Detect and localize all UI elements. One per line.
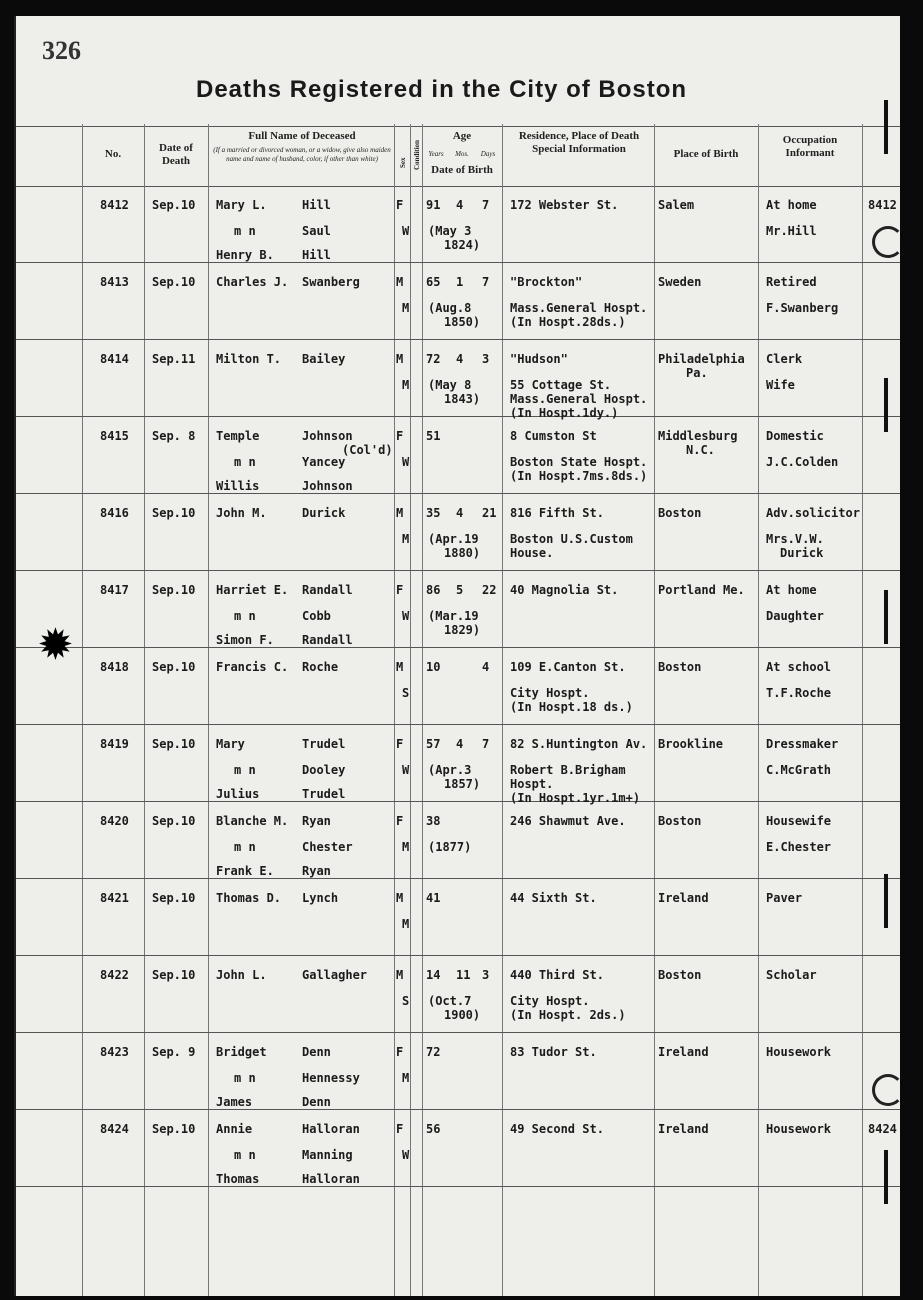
occupation: Domestic [766, 429, 824, 443]
special-info: Hospt. [510, 777, 554, 791]
given-name: Blanche M. [216, 814, 289, 828]
header-mos: Mos. [455, 150, 469, 158]
sex: F [396, 198, 404, 212]
birth-date: (1877) [428, 840, 472, 854]
given-name: Temple [216, 429, 260, 443]
birthplace: Sweden [658, 275, 702, 289]
given-name: Francis C. [216, 660, 289, 674]
table-row [16, 417, 900, 494]
maiden-name-label: m n [234, 1148, 256, 1162]
record-number: 8414 [100, 352, 129, 366]
husband-surname: Hill [302, 248, 331, 262]
surname: Johnson [302, 429, 353, 443]
record-number: 8413 [100, 275, 129, 289]
condition: W [402, 609, 410, 623]
husband-surname: Ryan [302, 864, 331, 878]
condition: M [402, 1071, 410, 1085]
place-of-death: Robert B.Brigham [510, 763, 626, 777]
maiden-surname: Yancey [302, 455, 346, 469]
husband-given-name: Julius [216, 787, 260, 801]
sex: F [396, 737, 404, 751]
given-name: Thomas D. [216, 891, 282, 905]
header-occupation: Occupation Informant [782, 134, 838, 159]
residence: 109 E.Canton St. [510, 660, 626, 674]
margin-number: 8412 [868, 198, 897, 212]
surname: Durick [302, 506, 346, 520]
birthplace: Ireland [658, 1045, 709, 1059]
star-mark-icon: ✹ [38, 605, 73, 673]
given-name: Milton T. [216, 352, 282, 366]
maiden-surname: Hennessy [302, 1071, 360, 1085]
table-row [16, 571, 900, 648]
surname: Hill [302, 198, 331, 212]
given-name: Mary [216, 737, 245, 751]
given-name: Charles J. [216, 275, 289, 289]
record-date: Sep.10 [152, 583, 196, 597]
maiden-name-label: m n [234, 455, 256, 469]
record-date: Sep. 8 [152, 429, 196, 443]
sex: F [396, 1045, 404, 1059]
age-days: 3 [482, 968, 490, 982]
residence: "Hudson" [510, 352, 568, 366]
header-name-note: (If a married or divorced woman, or a widow, give also maiden name and name of husband, color, if other than white) [213, 146, 391, 163]
age-years: 72 [426, 352, 441, 366]
residence: 49 Second St. [510, 1122, 604, 1136]
color-note: (Col'd) [342, 443, 393, 457]
register-page [14, 16, 900, 1296]
birthplace: Portland Me. [658, 583, 745, 597]
birth-date: (Mar.19 [428, 609, 479, 623]
table-row [16, 494, 900, 571]
table-row [16, 1110, 900, 1187]
maiden-name-label: m n [234, 609, 256, 623]
record-number: 8412 [100, 198, 129, 212]
birth-year: 1843) [444, 392, 481, 406]
birthplace: Boston [658, 506, 702, 520]
sex: M [396, 891, 404, 905]
given-name: Bridget [216, 1045, 267, 1059]
informant: Mr.Hill [766, 224, 817, 238]
maiden-surname: Manning [302, 1148, 353, 1162]
header-sex: Sex [399, 157, 407, 169]
occupation: Paver [766, 891, 803, 905]
occupation: Housewife [766, 814, 832, 828]
surname: Roche [302, 660, 339, 674]
informant: Wife [766, 378, 795, 392]
residence: 44 Sixth St. [510, 891, 597, 905]
sex: F [396, 583, 404, 597]
place-of-death: City Hospt. [510, 686, 590, 700]
birthplace: Boston [658, 814, 702, 828]
header-date: Date of Death [159, 142, 193, 167]
age-months: 4 [456, 506, 464, 520]
birthplace: Boston [658, 968, 702, 982]
condition: W [402, 455, 410, 469]
maiden-name-label: m n [234, 1071, 256, 1085]
surname: Ryan [302, 814, 331, 828]
record-date: Sep.10 [152, 275, 196, 289]
age-days: 4 [482, 660, 490, 674]
place-of-death: Mass.General Hospt. [510, 301, 648, 315]
margin-number: 8424 [868, 1122, 897, 1136]
binder-tab [884, 1150, 888, 1204]
age-days: 7 [482, 275, 490, 289]
age-months: 4 [456, 198, 464, 212]
age-years: 72 [426, 1045, 441, 1059]
surname: Lynch [302, 891, 339, 905]
header-days: Days [480, 150, 496, 158]
age-years: 51 [426, 429, 441, 443]
page-title: Deaths Registered in the City of Boston [196, 76, 688, 103]
birthplace: Brookline [658, 737, 724, 751]
age-days: 7 [482, 198, 490, 212]
given-name: Mary L. [216, 198, 267, 212]
record-date: Sep.10 [152, 506, 196, 520]
husband-given-name: Frank E. [216, 864, 274, 878]
residence: 40 Magnolia St. [510, 583, 619, 597]
given-name: Annie [216, 1122, 253, 1136]
age-years: 38 [426, 814, 441, 828]
informant-2: Durick [780, 546, 824, 560]
age-days: 7 [482, 737, 490, 751]
residence: "Brockton" [510, 275, 583, 289]
given-name: John M. [216, 506, 267, 520]
birthplace: Middlesburg [658, 429, 738, 443]
informant: E.Chester [766, 840, 832, 854]
surname: Bailey [302, 352, 346, 366]
table-row [16, 648, 900, 725]
husband-surname: Randall [302, 633, 353, 647]
husband-given-name: Simon F. [216, 633, 274, 647]
record-number: 8419 [100, 737, 129, 751]
age-years: 41 [426, 891, 441, 905]
husband-given-name: Willis [216, 479, 260, 493]
record-date: Sep.10 [152, 968, 196, 982]
record-date: Sep. 9 [152, 1045, 196, 1059]
occupation: At home [766, 198, 817, 212]
age-years: 57 [426, 737, 441, 751]
occupation: Housework [766, 1045, 832, 1059]
age-years: 56 [426, 1122, 441, 1136]
given-name: John L. [216, 968, 267, 982]
condition: W [402, 1148, 410, 1162]
birthplace: Philadelphia [658, 352, 745, 366]
husband-surname: Johnson [302, 479, 353, 493]
informant: J.C.Colden [766, 455, 839, 469]
record-number: 8421 [100, 891, 129, 905]
special-info: (In Hospt. 2ds.) [510, 1008, 626, 1022]
special-info: (In Hospt.18 ds.) [510, 700, 633, 714]
record-number: 8418 [100, 660, 129, 674]
birth-date: (Oct.7 [428, 994, 472, 1008]
sex: M [396, 506, 404, 520]
binder-ring-icon [872, 1074, 904, 1106]
header-condition: Condition [413, 140, 421, 170]
given-name: Harriet E. [216, 583, 289, 597]
sex: M [396, 660, 404, 674]
informant: T.F.Roche [766, 686, 832, 700]
birth-year: 1880) [444, 546, 481, 560]
special-info: (In Hospt.7ms.8ds.) [510, 469, 648, 483]
sex: F [396, 814, 404, 828]
row-rule [16, 1186, 900, 1187]
table-row [16, 879, 900, 956]
record-date: Sep.10 [152, 737, 196, 751]
birthplace-state: Pa. [686, 366, 708, 380]
residence: 246 Shawmut Ave. [510, 814, 626, 828]
record-date: Sep.10 [152, 198, 196, 212]
table-row [16, 802, 900, 879]
condition: W [402, 224, 410, 238]
record-date: Sep.10 [152, 660, 196, 674]
birth-date: (Apr.3 [428, 763, 472, 777]
maiden-name-label: m n [234, 840, 256, 854]
record-date: Sep.10 [152, 891, 196, 905]
residence: 816 Fifth St. [510, 506, 604, 520]
record-date: Sep.10 [152, 814, 196, 828]
page-number: 326 [42, 36, 81, 65]
occupation: Housework [766, 1122, 832, 1136]
birth-date: (May 8 [428, 378, 472, 392]
surname: Trudel [302, 737, 346, 751]
occupation: Adv.solicitor [766, 506, 860, 520]
occupation: Retired [766, 275, 817, 289]
header-no: No. [104, 148, 122, 160]
special-info-2: (In Hospt.1dy.) [510, 406, 619, 420]
table-top-rule [16, 126, 900, 127]
sex: F [396, 429, 404, 443]
husband-given-name: Henry B. [216, 248, 274, 262]
maiden-surname: Cobb [302, 609, 331, 623]
occupation: Dressmaker [766, 737, 839, 751]
age-months: 5 [456, 583, 464, 597]
maiden-name-label: m n [234, 224, 256, 238]
birth-year: 1900) [444, 1008, 481, 1022]
record-number: 8415 [100, 429, 129, 443]
sex: M [396, 275, 404, 289]
age-years: 65 [426, 275, 441, 289]
binder-ring-icon [872, 226, 904, 258]
sex: M [396, 968, 404, 982]
age-years: 91 [426, 198, 441, 212]
birth-date: (Apr.19 [428, 532, 479, 546]
birthplace-state: N.C. [686, 443, 715, 457]
maiden-surname: Dooley [302, 763, 346, 777]
age-days: 3 [482, 352, 490, 366]
age-years: 10 [426, 660, 441, 674]
occupation: Scholar [766, 968, 817, 982]
header-residence: Residence, Place of Death Special Information [518, 130, 640, 155]
condition: S [402, 994, 410, 1008]
birthplace: Ireland [658, 891, 709, 905]
record-date: Sep.10 [152, 1122, 196, 1136]
residence: 172 Webster St. [510, 198, 619, 212]
condition: S [402, 686, 410, 700]
age-years: 35 [426, 506, 441, 520]
birth-date: (Aug.8 [428, 301, 472, 315]
binder-tab [884, 378, 888, 432]
age-months: 4 [456, 737, 464, 751]
birthplace: Ireland [658, 1122, 709, 1136]
maiden-name-label: m n [234, 763, 256, 777]
condition: M [402, 917, 410, 931]
register-table [16, 124, 900, 1296]
record-number: 8423 [100, 1045, 129, 1059]
age-years: 86 [426, 583, 441, 597]
place-of-death: 55 Cottage St. [510, 378, 612, 392]
record-number: 8420 [100, 814, 129, 828]
husband-surname: Denn [302, 1095, 331, 1109]
place-of-death: City Hospt. [510, 994, 590, 1008]
informant: F.Swanberg [766, 301, 839, 315]
husband-surname: Halloran [302, 1172, 360, 1186]
surname: Gallagher [302, 968, 368, 982]
husband-given-name: Thomas [216, 1172, 260, 1186]
table-row [16, 340, 900, 420]
husband-surname: Trudel [302, 787, 346, 801]
birthplace: Salem [658, 198, 695, 212]
occupation: At school [766, 660, 832, 674]
residence: 83 Tudor St. [510, 1045, 597, 1059]
record-number: 8422 [100, 968, 129, 982]
age-months: 1 [456, 275, 464, 289]
binder-tab [884, 100, 888, 154]
sex: M [396, 352, 404, 366]
husband-given-name: James [216, 1095, 253, 1109]
informant: Daughter [766, 609, 824, 623]
surname: Randall [302, 583, 353, 597]
record-number: 8424 [100, 1122, 129, 1136]
birth-year: 1829) [444, 623, 481, 637]
surname: Denn [302, 1045, 331, 1059]
age-months: 11 [456, 968, 471, 982]
special-info: House. [510, 546, 554, 560]
maiden-surname: Saul [302, 224, 331, 238]
condition: M [402, 840, 410, 854]
table-row [16, 263, 900, 340]
occupation: Clerk [766, 352, 803, 366]
surname: Halloran [302, 1122, 360, 1136]
age-days: 21 [482, 506, 497, 520]
place-of-death: Boston State Hospt. [510, 455, 648, 469]
binder-tab [884, 874, 888, 928]
special-info: (In Hospt.28ds.) [510, 315, 626, 329]
birth-year: 1857) [444, 777, 481, 791]
special-info: Mass.General Hospt. [510, 392, 648, 406]
header-dob: Date of Birth [431, 164, 493, 176]
table-row [16, 1033, 900, 1110]
birth-year: 1850) [444, 315, 481, 329]
birth-year: 1824) [444, 238, 481, 252]
binder-tab [884, 590, 888, 644]
surname: Swanberg [302, 275, 360, 289]
birthplace: Boston [658, 660, 702, 674]
header-age: Age [452, 130, 472, 142]
sex: F [396, 1122, 404, 1136]
residence: 8 Cumston St [510, 429, 597, 443]
record-number: 8417 [100, 583, 129, 597]
table-row [16, 956, 900, 1033]
header-name: Full Name of Deceased [248, 130, 356, 142]
condition: W [402, 763, 410, 777]
residence: 82 S.Huntington Av. [510, 737, 648, 751]
table-row [16, 725, 900, 805]
record-number: 8416 [100, 506, 129, 520]
place-of-death: Boston U.S.Custom [510, 532, 633, 546]
maiden-surname: Chester [302, 840, 353, 854]
table-row [16, 186, 900, 263]
special-info-2: (In Hospt.1yr.1m+) [510, 791, 641, 805]
age-months: 4 [456, 352, 464, 366]
age-years: 14 [426, 968, 441, 982]
residence: 440 Third St. [510, 968, 604, 982]
condition: M [402, 301, 410, 315]
occupation: At home [766, 583, 817, 597]
header-birthplace: Place of Birth [673, 148, 739, 160]
birth-date: (May 3 [428, 224, 472, 238]
header-years: Years [428, 150, 444, 158]
condition: M [402, 378, 410, 392]
age-days: 22 [482, 583, 497, 597]
informant: C.McGrath [766, 763, 832, 777]
condition: M [402, 532, 410, 546]
informant: Mrs.V.W. [766, 532, 824, 546]
record-date: Sep.11 [152, 352, 196, 366]
